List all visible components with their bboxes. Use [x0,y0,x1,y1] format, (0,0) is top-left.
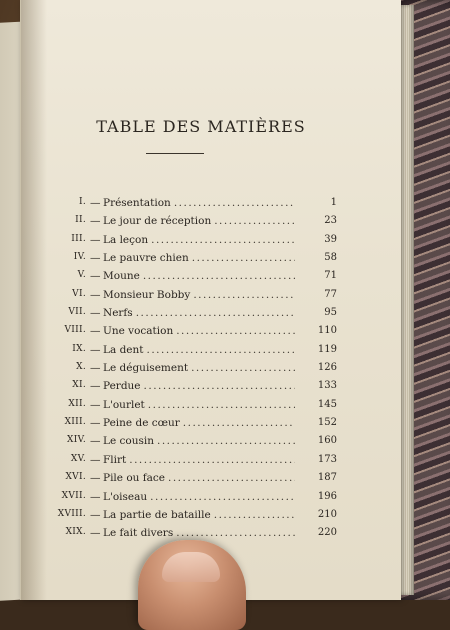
chapter-numeral: XII. [68,398,86,409]
chapter-title-container [103,472,295,484]
toc-entry [21,344,401,362]
chapter-dash: — [90,343,101,356]
chapter-title: Le cousin [103,435,154,448]
chapter-page-number: 58 [324,252,337,264]
chapter-title-container [103,509,295,521]
toc-entry [21,325,401,343]
chapter-numeral: XV. [70,453,86,464]
dot-leader [144,380,295,392]
thumb [138,540,246,630]
dot-leader [129,454,295,466]
chapter-title: L'oiseau [103,490,148,503]
dot-leader [151,234,295,246]
chapter-page-number: 196 [317,490,337,502]
chapter-numeral: I. [78,197,86,207]
toc-entry [21,234,401,252]
chapter-title: Nerfs [103,307,133,320]
thumbnail [162,552,220,582]
chapter-title-container [103,344,295,356]
dot-leader [147,344,296,356]
chapter-numeral: XIV. [67,435,86,446]
chapter-title: Le déguisement [103,362,189,375]
toc-entry [21,362,401,380]
chapter-title-container [103,399,295,411]
chapter-page-number: 152 [317,417,337,429]
chapter-page-number: 160 [317,435,337,447]
chapter-title-container [103,435,295,447]
chapter-page-number: 133 [317,380,337,392]
chapter-numeral: VII. [68,307,86,318]
chapter-dash: — [90,380,101,393]
chapter-title: Monsieur Bobby [103,288,191,301]
chapter-page-number: 23 [324,215,337,227]
chapter-numeral: VIII. [64,325,86,336]
dot-leader [136,307,295,319]
chapter-title: Perdue [103,380,141,393]
chapter-page-number: 1 [330,197,337,208]
chapter-page-number: 220 [317,527,337,539]
chapter-title: Le pauvre chien [103,252,189,265]
chapter-title-container [103,289,295,301]
chapter-numeral: XIX. [65,527,86,538]
chapter-title-container [103,270,295,282]
dot-leader [214,215,295,227]
chapter-page-number: 71 [324,270,337,282]
chapter-title: Pile ou face [103,472,165,485]
chapter-title: La partie de bataille [103,508,211,521]
chapter-dash: — [90,508,101,521]
dot-leader [192,252,295,264]
chapter-numeral: IX. [72,343,86,354]
chapter-numeral: IV. [73,252,86,263]
dot-leader [148,399,295,411]
toc-entry [21,435,401,453]
dot-leader [176,527,295,539]
dot-leader [168,472,295,484]
chapter-dash: — [90,362,101,375]
toc-entry [21,215,401,233]
dot-leader [157,435,295,447]
chapter-title-container [103,215,295,227]
chapter-title: Peine de cœur [103,417,180,430]
chapter-title-container [103,197,295,209]
dot-leader [193,289,295,301]
chapter-numeral: X. [76,362,86,373]
dot-leader [150,491,295,503]
chapter-title: La leçon [103,233,149,246]
chapter-page-number: 95 [324,307,337,319]
chapter-dash: — [90,490,101,503]
page-title: TABLE DES MATIÈRES [96,117,306,136]
chapter-page-number: 210 [317,508,337,520]
chapter-page-number: 187 [317,472,337,484]
chapter-title-container [103,234,295,246]
chapter-dash: — [90,288,101,301]
dot-leader [183,417,295,429]
table-of-contents [21,197,401,546]
toc-entry [21,307,401,325]
chapter-title-container [103,491,295,503]
chapter-dash: — [90,472,101,485]
toc-entry [21,270,401,288]
chapter-page-number: 39 [324,233,337,245]
chapter-dash: — [90,325,101,338]
chapter-title: Le fait divers [103,527,174,540]
toc-entry [21,472,401,490]
toc-entry [21,399,401,417]
chapter-title-container [103,527,295,539]
toc-entry [21,380,401,398]
toc-entry [21,197,401,215]
chapter-page-number: 145 [317,398,337,410]
chapter-title-container [103,307,295,319]
chapter-numeral: XIII. [64,417,86,428]
chapter-numeral: XVII. [61,490,86,501]
chapter-page-number: 110 [317,325,337,337]
dot-leader [143,270,295,282]
toc-entry [21,509,401,527]
chapter-title: Moune [103,270,140,283]
chapter-numeral: III. [71,233,86,244]
chapter-page-number: 119 [317,343,337,355]
dot-leader [191,362,295,374]
chapter-title-container [103,454,295,466]
chapter-numeral: VI. [72,288,86,299]
chapter-title: Flirt [103,453,127,466]
chapter-numeral: II. [75,215,86,226]
chapter-dash: — [90,215,101,228]
chapter-title: Le jour de réception [103,215,212,228]
chapter-dash: — [90,398,101,411]
dot-leader [176,325,295,337]
book-page [20,0,401,600]
chapter-dash: — [90,307,101,320]
dot-leader [214,509,295,521]
dot-leader [174,197,295,209]
chapter-title: Une vocation [103,325,174,338]
chapter-dash: — [90,270,101,283]
chapter-title-container [103,380,295,392]
chapter-title: L'ourlet [103,398,145,411]
chapter-numeral: XVI. [65,472,86,483]
toc-entry [21,417,401,435]
chapter-title: Présentation [103,197,171,209]
chapter-numeral: V. [77,270,86,281]
chapter-dash: — [90,252,101,265]
chapter-dash: — [90,233,101,246]
chapter-title: La dent [103,343,144,356]
chapter-dash: — [90,527,101,540]
chapter-numeral: XI. [72,380,86,391]
chapter-dash: — [90,453,101,466]
chapter-title-container [103,362,295,374]
toc-entry [21,289,401,307]
chapter-dash: — [90,197,101,209]
title-rule [146,153,204,154]
chapter-title-container [103,417,295,429]
toc-entry [21,491,401,509]
chapter-title-container [103,252,295,264]
chapter-dash: — [90,435,101,448]
toc-entry [21,252,401,270]
toc-entry [21,454,401,472]
chapter-title-container [103,325,295,337]
chapter-numeral: XVIII. [57,508,86,519]
chapter-page-number: 126 [317,362,337,374]
chapter-dash: — [90,417,101,430]
chapter-page-number: 77 [324,288,337,300]
chapter-page-number: 173 [317,453,337,465]
